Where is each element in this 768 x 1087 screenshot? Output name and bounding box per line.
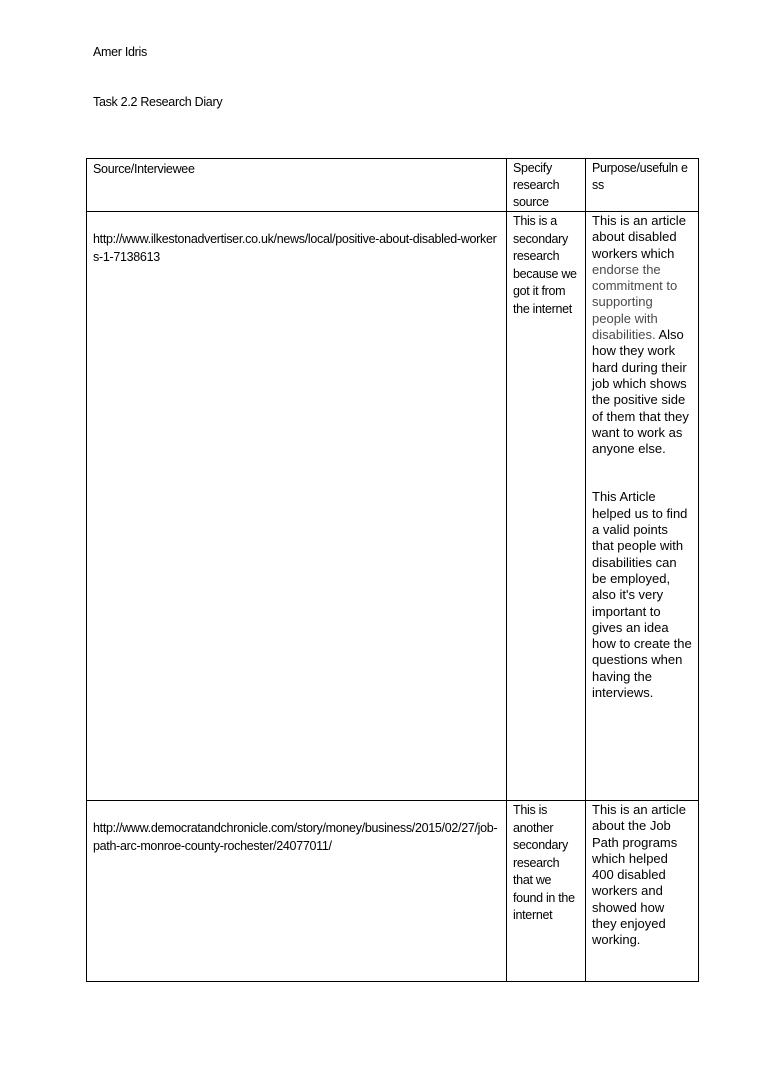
purpose-paragraph-2: This Article helped us to find a valid points that people with disabilities can be employed, also it's very important to gives an idea how to create the questions when having the interviews. (592, 489, 692, 701)
table-row (87, 212, 699, 801)
purpose-paragraph (592, 213, 692, 457)
author-name: Amer Idris (93, 45, 147, 59)
source-url: http://www.democratandchronicle.com/story/money/business/2015/02/27/job-path-arc-monroe-county-rochester/24077011/ (93, 821, 498, 853)
purpose-text (592, 212, 692, 701)
table-header-row (87, 159, 699, 212)
source-cell (87, 801, 507, 982)
header-type-label: Specify research source (513, 161, 560, 209)
source-cell (87, 212, 507, 801)
type-cell (507, 212, 586, 801)
header-purpose (586, 159, 699, 212)
purpose-text-a: This is an article about disabled workers which (592, 213, 686, 261)
research-diary-table (86, 158, 699, 982)
type-cell (507, 801, 586, 982)
purpose-cell (586, 212, 699, 801)
purpose-text-c: Also how they work hard during their job which shows the positive side of them that they want to work as anyone else. (592, 327, 689, 457)
table-row (87, 801, 699, 982)
source-type: This is another secondary research that we found in the internet (513, 803, 575, 922)
source-type: This is a secondary research because we got it from the internet (513, 214, 577, 316)
header-source-label: Source/Interviewee (93, 162, 195, 176)
purpose-text-b: endorse the commitment to supporting people with disabilities. (592, 261, 678, 343)
header-source (87, 159, 507, 212)
document-title: Task 2.2 Research Diary (93, 95, 223, 109)
header-purpose-label: Purpose/usefuln ess (592, 161, 688, 192)
purpose-cell (586, 801, 699, 982)
header-type (507, 159, 586, 212)
source-url: http://www.ilkestonadvertiser.co.uk/news/local/positive-about-disabled-workers-1-7138613 (93, 232, 497, 264)
purpose-text: This is an article about the Job Path programs which helped 400 disabled workers and showed how they enjoyed working. (592, 802, 686, 948)
